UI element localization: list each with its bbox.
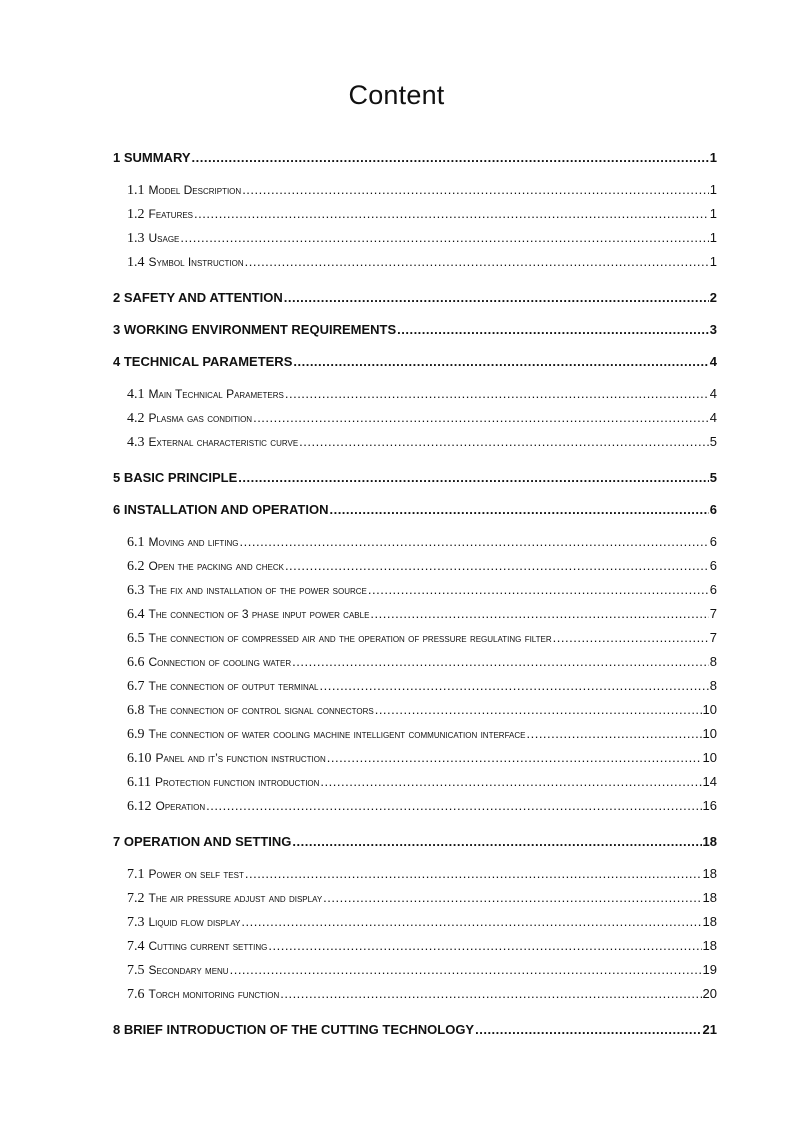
toc-entry-title: External characteristic curve [148, 435, 299, 449]
toc-section-entry[interactable] [113, 726, 717, 750]
toc-section-entry[interactable] [113, 410, 717, 434]
dot-leader [285, 558, 709, 573]
dot-leader [253, 410, 709, 425]
dot-leader [320, 678, 709, 693]
toc-page-number: 4 [709, 410, 717, 425]
dot-leader [241, 914, 701, 929]
toc-page-number: 3 [709, 322, 717, 337]
dot-leader [285, 386, 709, 401]
toc-section-entry[interactable] [113, 798, 717, 822]
toc-page-number: 1 [709, 230, 717, 245]
toc-entry-title: Secondary menu [148, 963, 229, 977]
toc-entry-title: Model Description [148, 183, 242, 197]
toc-page-number: 20 [702, 986, 717, 1001]
toc-page-number: 6 [709, 558, 717, 573]
toc-section-entry[interactable] [113, 678, 717, 702]
toc-page-number: 10 [702, 702, 717, 717]
toc-section-number: 4.1 [127, 387, 145, 402]
toc-page-number: 7 [709, 606, 717, 621]
dot-leader [320, 774, 701, 789]
toc-page-number: 5 [709, 434, 717, 449]
toc-page-number: 2 [709, 290, 717, 305]
toc-section-number: 7.3 [127, 915, 145, 930]
toc-page-number: 19 [702, 962, 717, 977]
toc-entry-title: 1 SUMMARY [113, 150, 191, 165]
toc-entry-title: Symbol Instruction [148, 255, 244, 269]
toc-section-entry[interactable] [113, 774, 717, 798]
toc-section-number: 6.8 [127, 703, 145, 718]
toc-entry-title: The connection of output terminal [148, 679, 319, 693]
toc-page-number: 21 [702, 1022, 717, 1037]
dot-leader [292, 834, 701, 849]
toc-chapter-entry[interactable] [113, 322, 717, 342]
toc-section-entry[interactable] [113, 962, 717, 986]
toc-entry-title: 4 TECHNICAL PARAMETERS [113, 354, 293, 369]
toc-page-number: 10 [702, 726, 717, 741]
toc-entry-title: Usage [148, 231, 180, 245]
toc-section-number: 6.6 [127, 655, 145, 670]
toc-chapter-entry[interactable] [113, 354, 717, 374]
toc-entry-title: The connection of compressed air and the operation of pressure regulating filter [148, 631, 552, 645]
dot-leader [327, 750, 702, 765]
toc-section-number: 1.3 [127, 231, 145, 246]
toc-section-entry[interactable] [113, 938, 717, 962]
toc-section-number: 6.4 [127, 607, 145, 622]
toc-entry-title: Open the packing and check [148, 559, 284, 573]
dot-leader [292, 654, 709, 669]
toc-section-number: 6.5 [127, 631, 145, 646]
toc-entry-title: Liquid flow display [148, 915, 241, 929]
toc-page-number: 4 [709, 354, 717, 369]
dot-leader [245, 254, 709, 269]
toc-entry-title: The fix and installation of the power source [148, 583, 367, 597]
toc-page-number: 4 [709, 386, 717, 401]
toc-section-number: 6.1 [127, 535, 145, 550]
toc-section-number: 7.2 [127, 891, 145, 906]
toc-section-number: 6.10 [127, 751, 152, 766]
toc-page-number: 6 [709, 502, 717, 517]
dot-leader [245, 866, 702, 881]
toc-section-entry[interactable] [113, 534, 717, 558]
toc-page-number: 14 [702, 774, 717, 789]
toc-entry-title: Main Technical Parameters [148, 387, 284, 401]
toc-section-entry[interactable] [113, 914, 717, 938]
toc-section-entry[interactable] [113, 582, 717, 606]
toc-page-number: 18 [702, 938, 717, 953]
dot-leader [397, 322, 709, 337]
toc-entry-title: Panel and it’s function instruction [155, 751, 326, 765]
toc-section-number: 6.12 [127, 799, 152, 814]
toc-chapter-entry[interactable] [113, 150, 717, 170]
toc-page-number: 5 [709, 470, 717, 485]
dot-leader [526, 726, 701, 741]
toc-entry-title: The connection of water cooling machine intelligent communication interface [148, 727, 526, 741]
toc-entry-title: Connection of cooling water [148, 655, 292, 669]
dot-leader [238, 470, 709, 485]
toc-page-number: 1 [709, 150, 717, 165]
toc-section-number: 4.2 [127, 411, 145, 426]
toc-chapter-entry[interactable] [113, 1022, 717, 1042]
toc-entry-title: Torch monitoring function [148, 987, 280, 1001]
toc-page-number: 18 [702, 914, 717, 929]
dot-leader [299, 434, 709, 449]
dot-leader [192, 150, 709, 165]
toc-chapter-entry[interactable] [113, 502, 717, 522]
dot-leader [242, 182, 709, 197]
toc-entry-title: Plasma gas condition [148, 411, 253, 425]
toc-page-number: 6 [709, 534, 717, 549]
toc-section-number: 6.7 [127, 679, 145, 694]
toc-page-number: 18 [702, 866, 717, 881]
toc-section-entry[interactable] [113, 386, 717, 410]
toc-section-number: 7.1 [127, 867, 145, 882]
toc-section-number: 6.3 [127, 583, 145, 598]
toc-page-number: 1 [709, 206, 717, 221]
toc-entry-title: Power on self test [148, 867, 244, 881]
toc-entry-title: The connection of control signal connectors [148, 703, 374, 717]
dot-leader [293, 354, 708, 369]
toc-section-entry[interactable] [113, 654, 717, 678]
toc-page-number: 6 [709, 582, 717, 597]
toc-section-entry[interactable] [113, 182, 717, 206]
toc-section-entry[interactable] [113, 254, 717, 278]
toc-entry-title: The air pressure adjust and display [148, 891, 323, 905]
toc-section-number: 4.3 [127, 435, 145, 450]
dot-leader [230, 962, 702, 977]
toc-entry-title: 2 SAFETY AND ATTENTION [113, 290, 283, 305]
toc-entry-title: Features [148, 207, 194, 221]
toc-page-number: 8 [709, 654, 717, 669]
toc-entry-title: Cutting current setting [148, 939, 268, 953]
toc-section-number: 1.4 [127, 255, 145, 270]
dot-leader [268, 938, 701, 953]
toc-entry-title: 7 OPERATION AND SETTING [113, 834, 292, 849]
dot-leader [240, 534, 709, 549]
toc-section-entry[interactable] [113, 230, 717, 254]
toc-section-entry[interactable] [113, 750, 717, 774]
toc-entry-title: 8 BRIEF INTRODUCTION OF THE CUTTING TECHNOLOGY [113, 1022, 475, 1037]
toc-section-number: 7.5 [127, 963, 145, 978]
toc-chapter-entry[interactable] [113, 470, 717, 490]
dot-leader [180, 230, 708, 245]
toc-section-entry[interactable] [113, 986, 717, 1010]
toc-section-number: 6.2 [127, 559, 145, 574]
dot-leader [280, 986, 701, 1001]
toc-entry-title: The connection of 3 phase input power cable [148, 607, 370, 621]
toc-page-number: 18 [702, 834, 717, 849]
toc-section-entry[interactable] [113, 206, 717, 230]
toc-page-number: 8 [709, 678, 717, 693]
dot-leader [370, 606, 708, 621]
toc-page-number: 1 [709, 254, 717, 269]
dot-leader [284, 290, 709, 305]
toc-chapter-entry[interactable] [113, 290, 717, 310]
toc-section-entry[interactable] [113, 630, 717, 654]
toc-section-entry[interactable] [113, 890, 717, 914]
toc-entry-title: 3 WORKING ENVIRONMENT REQUIREMENTS [113, 322, 397, 337]
dot-leader [194, 206, 709, 221]
toc-section-number: 6.11 [127, 775, 151, 790]
toc-section-entry[interactable] [113, 558, 717, 582]
table-of-contents [113, 150, 717, 1042]
toc-entry-title: 6 INSTALLATION AND OPERATION [113, 502, 329, 517]
toc-entry-title: 5 BASIC PRINCIPLE [113, 470, 238, 485]
toc-chapter-entry[interactable] [113, 834, 717, 854]
toc-section-number: 1.2 [127, 207, 145, 222]
dot-leader [553, 630, 709, 645]
dot-leader [323, 890, 701, 905]
dot-leader [329, 502, 708, 517]
toc-section-number: 7.4 [127, 939, 145, 954]
toc-entry-title: Moving and lifting [148, 535, 239, 549]
dot-leader [368, 582, 709, 597]
toc-section-number: 6.9 [127, 727, 145, 742]
dot-leader [206, 798, 701, 813]
toc-section-entry[interactable] [113, 702, 717, 726]
toc-section-entry[interactable] [113, 434, 717, 458]
toc-entry-title: Operation [155, 799, 206, 813]
toc-page-number: 1 [709, 182, 717, 197]
toc-section-entry[interactable] [113, 866, 717, 890]
toc-page-number: 10 [702, 750, 717, 765]
toc-section-number: 7.6 [127, 987, 145, 1002]
toc-page-number: 18 [702, 890, 717, 905]
toc-page-number: 7 [709, 630, 717, 645]
toc-entry-title: Protection function introduction [154, 775, 320, 789]
toc-section-entry[interactable] [113, 606, 717, 630]
dot-leader [375, 702, 702, 717]
toc-section-number: 1.1 [127, 183, 145, 198]
page-title: Content [348, 80, 445, 110]
dot-leader [475, 1022, 701, 1037]
toc-page-number: 16 [702, 798, 717, 813]
